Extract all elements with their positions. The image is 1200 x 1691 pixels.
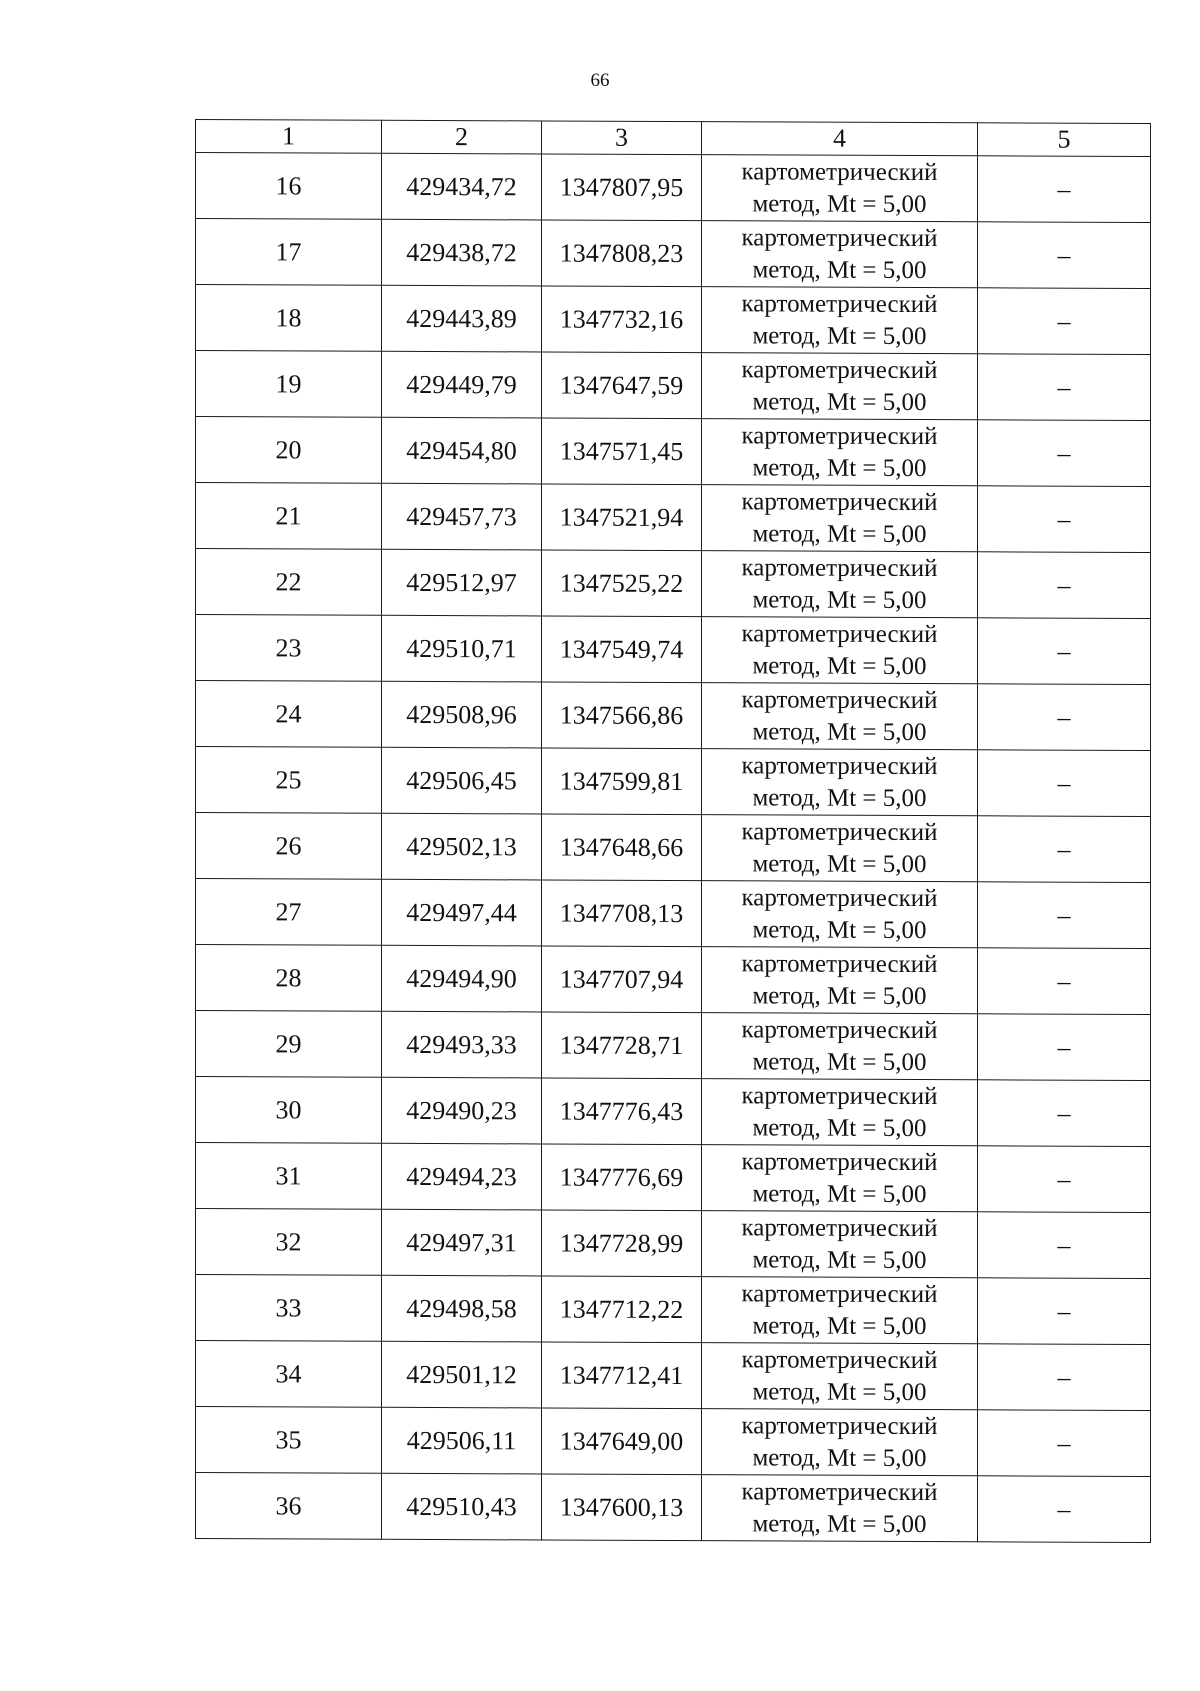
method-line-1: картометрический [741, 553, 938, 582]
cell-y-coordinate: 1347776,69 [542, 1144, 702, 1211]
method-line-2: метод, Mt = 5,00 [752, 519, 927, 548]
cell-point-number: 28 [196, 945, 382, 1012]
cell-point-number: 19 [196, 351, 382, 418]
method-line-1: картометрический [741, 751, 938, 780]
cell-y-coordinate: 1347649,00 [542, 1408, 702, 1475]
cell-method [702, 1475, 978, 1542]
cell-point-number: 27 [196, 879, 382, 946]
method-line-2: метод, Mt = 5,00 [752, 1113, 927, 1142]
cell-point-number: 22 [196, 549, 382, 616]
method-line-1: картометрический [741, 1081, 938, 1110]
cell-y-coordinate: 1347732,16 [542, 286, 702, 353]
method-line-2: метод, Mt = 5,00 [752, 1509, 927, 1538]
cell-y-coordinate: 1347728,71 [542, 1012, 702, 1079]
cell-method [702, 353, 978, 420]
cell-y-coordinate: 1347521,94 [542, 484, 702, 551]
cell-point-number: 17 [196, 219, 382, 286]
method-line-2: метод, Mt = 5,00 [752, 585, 927, 614]
method-line-1: картометрический [741, 1279, 938, 1308]
cell-point-number: 32 [196, 1209, 382, 1276]
cell-x-coordinate: 429457,73 [382, 483, 542, 550]
header-col-2: 2 [382, 120, 542, 154]
table-row [196, 879, 1151, 949]
method-line-1: картометрический [741, 289, 938, 318]
cell-method [702, 1343, 978, 1410]
table-row [196, 813, 1151, 883]
cell-note: – [978, 684, 1151, 751]
cell-point-number: 21 [196, 483, 382, 550]
table-row [196, 681, 1151, 751]
cell-y-coordinate: 1347708,13 [542, 880, 702, 947]
cell-note: – [978, 816, 1151, 883]
cell-x-coordinate: 429449,79 [382, 351, 542, 418]
cell-x-coordinate: 429508,96 [382, 681, 542, 748]
method-line-2: метод, Mt = 5,00 [752, 651, 927, 680]
header-col-5: 5 [978, 123, 1151, 157]
method-line-1: картометрический [741, 685, 938, 714]
cell-method [702, 1409, 978, 1476]
table-body [196, 153, 1151, 1543]
cell-y-coordinate: 1347549,74 [542, 616, 702, 683]
cell-method [702, 617, 978, 684]
cell-y-coordinate: 1347599,81 [542, 748, 702, 815]
cell-method [702, 749, 978, 816]
cell-x-coordinate: 429502,13 [382, 813, 542, 880]
cell-note: – [978, 1080, 1151, 1147]
cell-point-number: 25 [196, 747, 382, 814]
table-row [196, 1209, 1151, 1279]
cell-x-coordinate: 429434,72 [382, 153, 542, 220]
table-row [196, 615, 1151, 685]
cell-method [702, 1211, 978, 1278]
cell-x-coordinate: 429506,11 [382, 1407, 542, 1474]
table-row [196, 549, 1151, 619]
cell-method [702, 815, 978, 882]
header-col-4: 4 [702, 122, 978, 156]
table-row [196, 1341, 1151, 1411]
method-line-2: метод, Mt = 5,00 [752, 915, 927, 944]
header-col-3: 3 [542, 121, 702, 155]
cell-method [702, 221, 978, 288]
cell-point-number: 26 [196, 813, 382, 880]
method-line-1: картометрический [741, 1345, 938, 1374]
cell-note: – [978, 1410, 1151, 1477]
table-row [196, 1407, 1151, 1477]
method-line-1: картометрический [741, 1477, 938, 1506]
coordinates-table [195, 119, 1151, 1543]
cell-note: – [978, 1476, 1151, 1543]
table-row [196, 1275, 1151, 1345]
cell-note: – [978, 882, 1151, 949]
method-line-2: метод, Mt = 5,00 [752, 1377, 927, 1406]
cell-y-coordinate: 1347712,41 [542, 1342, 702, 1409]
cell-x-coordinate: 429438,72 [382, 219, 542, 286]
table-row [196, 351, 1151, 421]
table-row [196, 1473, 1151, 1543]
method-line-2: метод, Mt = 5,00 [752, 1443, 927, 1472]
cell-y-coordinate: 1347776,43 [542, 1078, 702, 1145]
cell-y-coordinate: 1347728,99 [542, 1210, 702, 1277]
cell-point-number: 30 [196, 1077, 382, 1144]
method-line-2: метод, Mt = 5,00 [752, 783, 927, 812]
cell-point-number: 23 [196, 615, 382, 682]
method-line-1: картометрический [741, 949, 938, 978]
cell-point-number: 20 [196, 417, 382, 484]
cell-y-coordinate: 1347600,13 [542, 1474, 702, 1541]
table-row [196, 1143, 1151, 1213]
cell-method [702, 551, 978, 618]
method-line-1: картометрический [741, 1147, 938, 1176]
method-line-2: метод, Mt = 5,00 [752, 1245, 927, 1274]
table-row [196, 153, 1151, 223]
cell-x-coordinate: 429493,33 [382, 1011, 542, 1078]
cell-method [702, 1145, 978, 1212]
table-header [196, 120, 1151, 157]
cell-method [702, 419, 978, 486]
table-row [196, 945, 1151, 1015]
cell-x-coordinate: 429494,90 [382, 945, 542, 1012]
cell-method [702, 1013, 978, 1080]
method-line-1: картометрический [741, 1015, 938, 1044]
header-col-1: 1 [196, 120, 382, 154]
cell-note: – [978, 1014, 1151, 1081]
cell-x-coordinate: 429494,23 [382, 1143, 542, 1210]
cell-method [702, 1079, 978, 1146]
cell-method [702, 683, 978, 750]
header-row [196, 120, 1151, 157]
cell-note: – [978, 1146, 1151, 1213]
cell-point-number: 33 [196, 1275, 382, 1342]
cell-method [702, 287, 978, 354]
table-row [196, 483, 1151, 553]
cell-note: – [978, 1278, 1151, 1345]
cell-y-coordinate: 1347807,95 [542, 154, 702, 221]
method-line-2: метод, Mt = 5,00 [752, 453, 927, 482]
cell-y-coordinate: 1347647,59 [542, 352, 702, 419]
cell-note: – [978, 948, 1151, 1015]
method-line-2: метод, Mt = 5,00 [752, 981, 927, 1010]
method-line-2: метод, Mt = 5,00 [752, 1179, 927, 1208]
method-line-1: картометрический [741, 223, 938, 252]
table-row [196, 285, 1151, 355]
method-line-1: картометрический [741, 421, 938, 450]
cell-method [702, 1277, 978, 1344]
table-row [196, 1077, 1151, 1147]
cell-note: – [978, 420, 1151, 487]
cell-note: – [978, 552, 1151, 619]
cell-note: – [978, 288, 1151, 355]
method-line-2: метод, Mt = 5,00 [752, 717, 927, 746]
cell-note: – [978, 222, 1151, 289]
method-line-2: метод, Mt = 5,00 [752, 1047, 927, 1076]
method-line-1: картометрический [741, 157, 938, 186]
cell-x-coordinate: 429506,45 [382, 747, 542, 814]
cell-note: – [978, 1212, 1151, 1279]
cell-method [702, 155, 978, 222]
method-line-1: картометрический [741, 1411, 938, 1440]
method-line-2: метод, Mt = 5,00 [752, 255, 927, 284]
method-line-1: картометрический [741, 619, 938, 648]
cell-x-coordinate: 429501,12 [382, 1341, 542, 1408]
page-number: 66 [590, 70, 610, 91]
method-line-2: метод, Mt = 5,00 [752, 189, 927, 218]
table-row [196, 417, 1151, 487]
cell-x-coordinate: 429454,80 [382, 417, 542, 484]
cell-point-number: 24 [196, 681, 382, 748]
cell-x-coordinate: 429490,23 [382, 1077, 542, 1144]
cell-method [702, 485, 978, 552]
cell-point-number: 35 [196, 1407, 382, 1474]
cell-x-coordinate: 429512,97 [382, 549, 542, 616]
method-line-1: картометрический [741, 817, 938, 846]
cell-note: – [978, 354, 1151, 421]
cell-x-coordinate: 429497,31 [382, 1209, 542, 1276]
cell-x-coordinate: 429510,71 [382, 615, 542, 682]
method-line-1: картометрический [741, 883, 938, 912]
method-line-2: метод, Mt = 5,00 [752, 321, 927, 350]
cell-point-number: 34 [196, 1341, 382, 1408]
method-line-2: метод, Mt = 5,00 [752, 1311, 927, 1340]
cell-note: – [978, 486, 1151, 553]
method-line-1: картометрический [741, 487, 938, 516]
cell-y-coordinate: 1347808,23 [542, 220, 702, 287]
cell-y-coordinate: 1347566,86 [542, 682, 702, 749]
cell-y-coordinate: 1347712,22 [542, 1276, 702, 1343]
cell-note: – [978, 156, 1151, 223]
method-line-2: метод, Mt = 5,00 [752, 387, 927, 416]
cell-y-coordinate: 1347707,94 [542, 946, 702, 1013]
cell-y-coordinate: 1347571,45 [542, 418, 702, 485]
cell-x-coordinate: 429497,44 [382, 879, 542, 946]
cell-x-coordinate: 429498,58 [382, 1275, 542, 1342]
cell-point-number: 29 [196, 1011, 382, 1078]
table-row [196, 1011, 1151, 1081]
cell-y-coordinate: 1347648,66 [542, 814, 702, 881]
table-row [196, 219, 1151, 289]
cell-x-coordinate: 429443,89 [382, 285, 542, 352]
cell-x-coordinate: 429510,43 [382, 1473, 542, 1540]
cell-note: – [978, 1344, 1151, 1411]
cell-point-number: 31 [196, 1143, 382, 1210]
method-line-2: метод, Mt = 5,00 [752, 849, 927, 878]
cell-method [702, 947, 978, 1014]
method-line-1: картометрический [741, 1213, 938, 1242]
cell-method [702, 881, 978, 948]
cell-note: – [978, 618, 1151, 685]
cell-point-number: 16 [196, 153, 382, 220]
cell-note: – [978, 750, 1151, 817]
cell-point-number: 18 [196, 285, 382, 352]
table-row [196, 747, 1151, 817]
cell-y-coordinate: 1347525,22 [542, 550, 702, 617]
method-line-1: картометрический [741, 355, 938, 384]
cell-point-number: 36 [196, 1473, 382, 1540]
